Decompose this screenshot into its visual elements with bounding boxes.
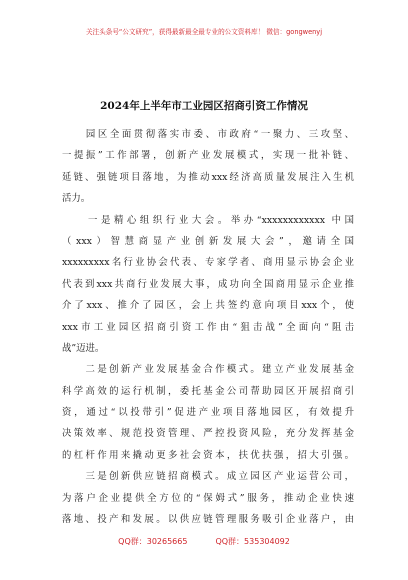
body-line: （xxx）智慧商显产业创新发展大会”，邀请全国 [62,235,354,247]
document-body [62,124,354,530]
body-line: 科学高效的运行机制，委托基金公司帮助园区开展招商引 [62,385,354,397]
body-line: 为落户企业提供全方位的“保姆式”服务，推动企业快速 [62,492,354,504]
body-line: 资，通过“以投带引”促进产业项目落地园区，有效提升 [62,407,354,419]
body-line: 园区全面贯彻落实市委、市政府“一聚力、三攻坚、 [62,129,354,140]
body-line: 落地、投产和发展。以供应链管理服务吸引企业落户，由 [62,514,354,526]
footer-qq-group-1: QQ群：30265665 [118,537,188,546]
body-line: 一提振”工作部署，创新产业发展模式，实现一批补链、 [62,150,354,162]
footer-qq-group-2: QQ群：535304092 [215,537,290,546]
body-line: 的杠杆作用来撬动更多社会资本，扶优扶强，招大引强。 [62,449,354,461]
body-line: 一是精心组织行业大会。举办“xxxxxxxxxxxx 中国 [62,214,354,226]
body-line: xxx市工业园区招商引资工作由“狙击战”全面向“阻击 [62,321,354,333]
body-line: 决策效率、规范投资管理、严控投资风险，充分发挥基金 [62,428,354,440]
body-line: xxxxxxxxx名行业协会代表、专家学者、商用显示协会企业 [62,257,354,269]
footer-contact [0,536,408,547]
body-line: 延链、强链项目落地，为推动xxx经济高质量发展注入生机 [62,171,354,183]
body-line: 活力。 [62,193,91,205]
document-title: 2024年上半年市工业园区招商引资工作情况 [100,100,308,112]
body-line: 战”迈进。 [62,342,105,354]
body-line: 二是创新产业发展基金合作模式。建立产业发展基金 [62,364,354,376]
body-line: 介了xxx、推介了园区，会上共签约意向项目xxx个，使 [62,300,354,312]
body-line: 三是创新供应链招商模式。成立园区产业运营公司， [62,471,354,483]
body-line: 代表到xxx共商行业发展大事，成功向全国商用显示企业推 [62,278,354,290]
header-banner: 关注头条号“公文研究”，获得最新最全最专业的公文资料库！ 微信：gongwenyj [85,28,323,36]
